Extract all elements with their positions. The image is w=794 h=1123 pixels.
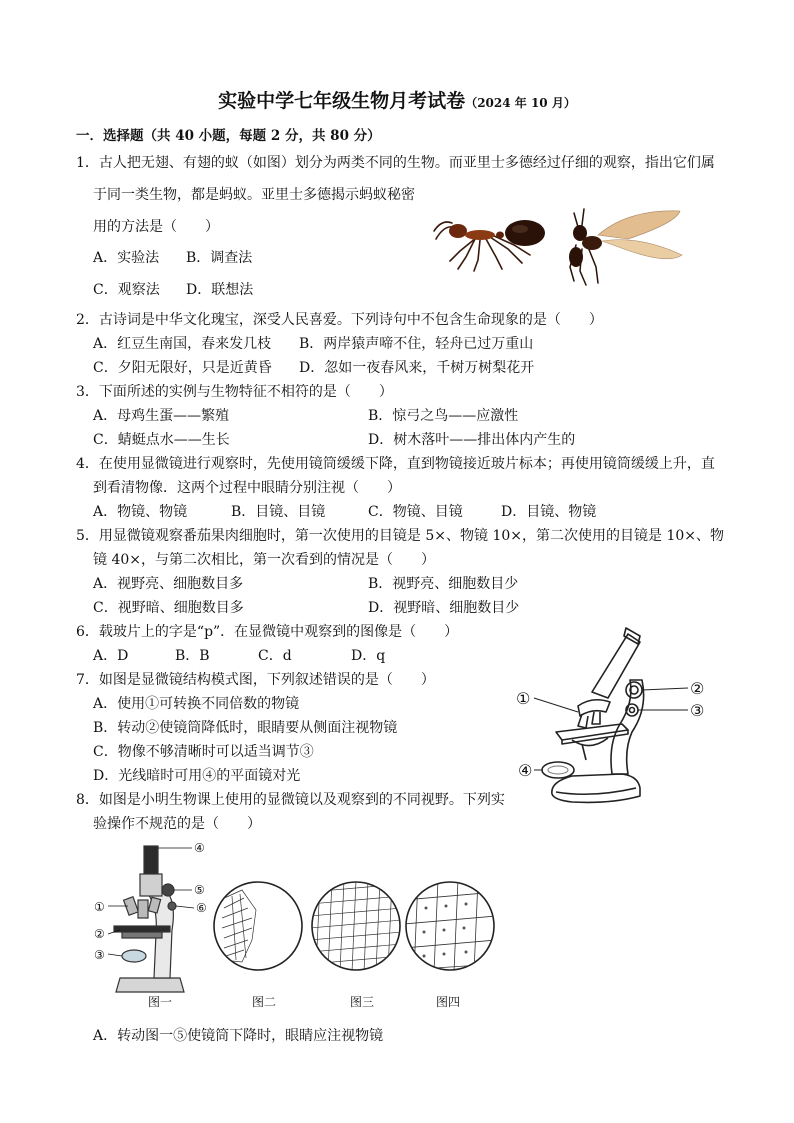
q8-label-6: ⑥ [196,901,207,915]
wingless-ant-image [430,205,555,275]
caption-figure-3: 图三 [350,995,375,1009]
q5-option-c: C．视野暗、细胞数目多 [93,600,244,616]
q3-option-a: A．母鸡生蛋——繁殖 [93,408,230,424]
q6-stem: 6．载玻片上的字是“p”．在显微镜中观察到的图像是（ ） [76,624,459,640]
q7-label-2: ② [690,679,705,698]
q7-option-a: A．使用①可转换不同倍数的物镜 [93,696,300,712]
q3-stem: 3．下面所述的实例与生物特征不相符的是（ ） [76,384,393,400]
q1-line3: 用的方法是（ ） [93,219,219,235]
q6-option-b: B．B [175,648,210,664]
q1-line2: 于同一类生物，都是蚂蚁。亚里士多德揭示蚂蚁秘密 [93,187,415,203]
q6-option-d: D．q [351,648,386,664]
microscope-figure-1 [92,838,217,1010]
q4-option-b: B．目镜、目镜 [231,504,326,520]
q2-option-b: B．两岸猿声啼不住，轻舟已过万重山 [299,336,534,352]
page-title [0,86,794,113]
caption-figure-1: 图一 [148,995,173,1009]
q1-option-b: B．调查法 [186,250,253,266]
field-of-view-figure-4 [404,880,496,972]
q4-option-c: C．物镜、目镜 [368,504,463,520]
q3-option-b: B．惊弓之鸟——应激性 [368,408,519,424]
q1-line1: 1．古人把无翅、有翅的蚁（如图）划分为两类不同的生物。而亚里士多德经过仔细的观察，指出它们属 [76,155,715,171]
q4-line2: 到看清物像．这两个过程中眼睛分别注视（ ） [93,480,401,496]
q1-option-d: D．联想法 [186,282,254,298]
q2-option-c: C．夕阳无限好，只是近黄昏 [93,360,272,376]
q2-stem: 2．古诗词是中华文化瑰宝，深受人民喜爱。下列诗句中不包含生命现象的是（ ） [76,312,603,328]
q8-label-4: ④ [194,841,205,855]
q3-option-c: C．蜻蜓点水——生长 [93,432,230,448]
q5-option-b: B．视野亮、细胞数目少 [368,576,519,592]
caption-figure-2: 图二 [252,995,277,1009]
q4-option-a: A．物镜、物镜 [93,504,188,520]
q8-line2: 验操作不规范的是（ ） [93,816,261,832]
q5-option-d: D．视野暗、细胞数目少 [368,600,520,616]
q7-option-b: B．转动②使镜筒降低时，眼睛要从侧面注视物镜 [93,720,398,736]
q5-line1: 5．用显微镜观察番茄果肉细胞时，第一次使用的目镜是 5×、物镜 10×，第二次使用的目镜是 10×、物 [76,528,724,544]
q8-label-5: ⑤ [194,883,205,897]
title-text: 实验中学七年级生物月考试卷 [218,90,466,112]
q7-stem: 7．如图是显微镜结构模式图，下列叙述错误的是（ ） [76,672,435,688]
q1-option-c: C．观察法 [93,282,160,298]
q2-option-a: A．红豆生南国，春来发几枝 [93,336,272,352]
field-of-view-figure-2 [212,880,304,972]
q4-option-d: D．目镜、物镜 [501,504,597,520]
microscope-diagram-q7 [512,624,717,806]
q8-label-3: ③ [94,948,105,962]
q8-label-1: ① [94,900,105,914]
q8-label-2: ② [94,927,105,941]
q6-option-c: C．d [258,648,292,664]
q2-option-d: D．忽如一夜春风来，千树万树梨花开 [299,360,535,376]
winged-ant-image [568,205,688,287]
q8-line1: 8．如图是小明生物课上使用的显微镜以及观察到的不同视野。下列实 [76,792,505,808]
q4-line1: 4．在使用显微镜进行观察时，先使用镜筒缓缓下降，直到物镜接近玻片标本；再使用镜筒缓缓上升，直 [76,456,715,472]
section-heading: 一．选择题（共 40 小题，每题 2 分，共 80 分） [76,128,381,144]
field-of-view-figure-3 [310,880,402,972]
title-date: （2024 年 10 月） [465,96,576,110]
q7-label-3: ③ [690,701,705,720]
q5-line2: 镜 40×，与第二次相比，第一次看到的情况是（ ） [93,552,435,568]
q3-option-d: D．树木落叶——排出体内产生的 [368,432,576,448]
q5-option-a: A．视野亮、细胞数目多 [93,576,244,592]
q7-option-d: D．光线暗时可用④的平面镜对光 [93,768,301,784]
q6-option-a: A．D [93,648,129,664]
q7-label-4: ④ [518,761,533,780]
caption-figure-4: 图四 [436,995,461,1009]
q7-label-1: ① [516,689,531,708]
q1-option-a: A．实验法 [93,250,160,266]
q8-option-a: A．转动图一⑤使镜筒下降时，眼睛应注视物镜 [93,1028,384,1044]
q7-option-c: C．物像不够清晰时可以适当调节③ [93,744,314,760]
